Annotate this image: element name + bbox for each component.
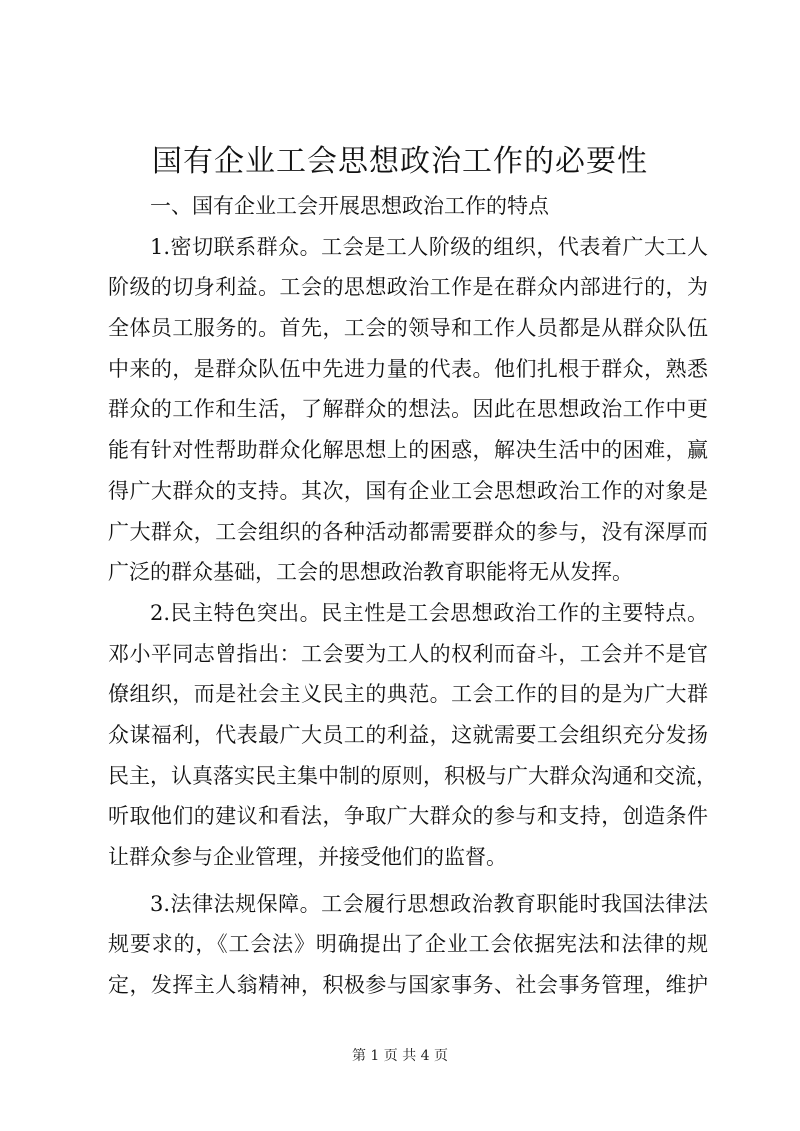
paragraph-1-line: 广大群众，工会组织的各种活动都需要群众的参与，没有深厚而 xyxy=(108,519,708,544)
paragraph-1-line: 1.密切联系群众。工会是工人阶级的组织，代表着广大工人 xyxy=(150,234,708,259)
paragraph-3-line: 3.法律法规保障。工会履行思想政治教育职能时我国法律法 xyxy=(150,891,708,916)
paragraph-2-line: 民主，认真落实民主集中制的原则，积极与广大群众沟通和交流， xyxy=(108,763,717,788)
paragraph-2-line: 众谋福利，代表最广大员工的利益，这就需要工会组织充分发扬 xyxy=(108,722,708,747)
paragraph-2-line: 2.民主特色突出。民主性是工会思想政治工作的主要特点。 xyxy=(150,600,708,625)
paragraph-1-line: 群众的工作和生活，了解群众的想法。因此在思想政治工作中更 xyxy=(108,397,708,422)
paragraph-3-line: 规要求的，《工会法》明确提出了企业工会依据宪法和法律的规 xyxy=(108,932,708,957)
paragraph-1-line: 中来的，是群众队伍中先进力量的代表。他们扎根于群众，熟悉 xyxy=(108,356,708,381)
paragraph-2-line: 让群众参与企业管理，并接受他们的监督。 xyxy=(108,845,507,869)
paragraph-2-line: 听取他们的建议和看法，争取广大群众的参与和支持，创造条件 xyxy=(108,804,708,829)
paragraph-3-line: 定，发挥主人翁精神，积极参与国家事务、社会事务管理，维护 xyxy=(108,973,708,998)
page-number-footer: 第 1 页 共 4 页 xyxy=(351,1048,449,1064)
paragraph-2-line: 邓小平同志曾指出：工会要为工人的权利而奋斗，工会并不是官 xyxy=(108,641,708,666)
paragraph-1-line: 得广大群众的支持。其次，国有企业工会思想政治工作的对象是 xyxy=(108,478,708,503)
paragraph-1-line: 能有针对性帮助群众化解思想上的困惑，解决生活中的困难，赢 xyxy=(108,438,708,463)
document-title: 国有企业工会思想政治工作的必要性 xyxy=(152,144,648,179)
paragraph-1-line: 全体员工服务的。首先，工会的领导和工作人员都是从群众队伍 xyxy=(108,316,708,341)
paragraph-2-line: 僚组织，而是社会主义民主的典范。工会工作的目的是为广大群 xyxy=(108,682,708,707)
section-heading: 一、国有企业工会开展思想政治工作的特点 xyxy=(150,194,549,218)
paragraph-1-line: 阶级的切身利益。工会的思想政治工作是在群众内部进行的，为 xyxy=(108,275,708,300)
document-body xyxy=(108,186,717,1006)
paragraph-1-line: 广泛的群众基础，工会的思想政治教育职能将无从发挥。 xyxy=(108,560,633,585)
